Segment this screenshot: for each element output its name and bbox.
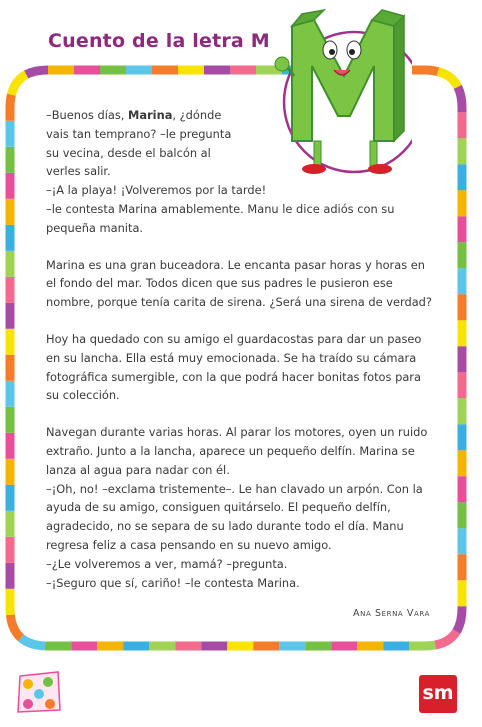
page-title: Cuento de la letra M [48, 30, 270, 52]
album-de-las-letras-logo [14, 666, 64, 716]
story-line: –le contesta Marina amablemente. Manu le dice adiós con su [46, 201, 395, 216]
publisher-sm-logo: sm [419, 675, 457, 713]
story-paragraph: –¡Oh, no! –exclama tristemente–. Le han clavado un arpón. Con la ayuda de su amigo, consiguen quitárselo. El pequeño delfín, agradecido, no se separa de su lado durante todo el día. Manu regresa feliz a casa pensando en su nuevo amigo. [46, 481, 423, 552]
story-line: –¡Seguro que sí, cariño! –le contesta Marina. [46, 575, 300, 590]
story-paragraph: Hoy ha quedado con su amigo el guardacostas para dar un paseo en su lancha. Ella está muy emocionada. Se ha traído su cámara fotográfica sumergible, con la que podrá hacer bonitas fotos para su colección. [46, 331, 422, 403]
story-line: verles salir. [46, 164, 111, 179]
story-paragraph: Navegan durante varias horas. Al parar los motores, oyen un ruido extraño. Junto a la lancha, aparece un pequeño delfín. Marina se lanza al agua para nadar con él. [46, 425, 428, 477]
story-line: su vecina, desde el balcón al [46, 145, 211, 160]
story-line: –¿Le volveremos a ver, mamá? –pregunta. [46, 556, 288, 571]
story-text [46, 106, 436, 592]
story-line: vais tan temprano? –le pregunta [46, 126, 232, 141]
character-name: Marina [128, 108, 173, 122]
story-line: –¡A la playa! ¡Volveremos por la tarde! [46, 183, 267, 198]
author-credit: Ana Serna Vara [353, 608, 430, 619]
story-paragraph: Marina es una gran buceadora. Le encanta pasar horas y horas en el fondo del mar. Todos dicen que sus padres le pusieron ese nombre, porque tenía carita de sirena. ¿Será una sirena de verdad? [46, 257, 432, 310]
story-line: pequeña manita. [46, 220, 144, 235]
story-line: –Buenos días, Marina, ¿dónde [46, 108, 222, 122]
